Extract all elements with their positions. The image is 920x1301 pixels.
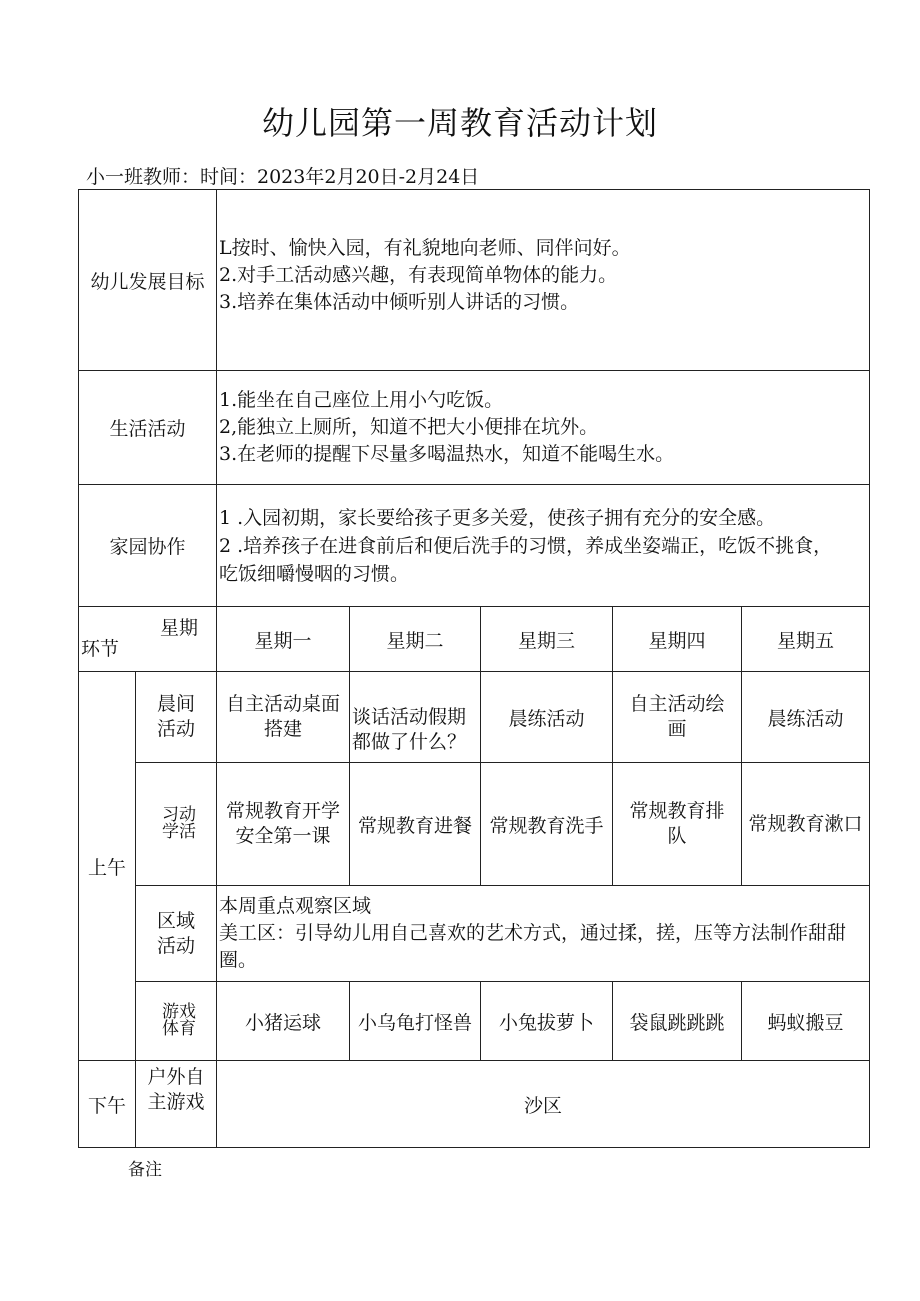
day-header-tuesday: 星期二 <box>350 607 481 672</box>
area-activities-row <box>79 886 870 982</box>
pe-games-row <box>79 982 870 1061</box>
header-corner-weekday: 星期 <box>160 617 199 639</box>
home-cooperation-item-1: 1 .入园初期，家长要给孩子更多关爱，使孩子拥有充分的安全感。 <box>219 506 776 529</box>
morning-activity-label: 晨间活动 <box>136 672 217 763</box>
pe-game-monday: 小猪运球 <box>217 982 350 1061</box>
remarks-label: 备注 <box>128 1160 162 1180</box>
life-activities-row <box>79 371 870 485</box>
schedule-header-row <box>79 607 870 672</box>
development-goals-label: 幼儿发展目标 <box>79 190 217 371</box>
header-corner-segment: 环节 <box>81 638 120 660</box>
home-cooperation-item-2: 2 .培养孩子在进食前后和便后洗手的习惯，养成坐姿端正，吃饭不挑食，吃饭细嚼慢咽的习惯。 <box>219 534 833 585</box>
pe-game-friday: 蚂蚁搬豆 <box>742 982 870 1061</box>
routine-education-row <box>79 763 870 886</box>
development-goals-content <box>217 190 870 371</box>
routine-friday: 常规教育漱口 <box>742 763 870 886</box>
life-activities-label: 生活活动 <box>79 371 217 485</box>
routine-education-label: 习动学活 <box>162 804 196 842</box>
development-goal-3: 3.培养在集体活动中倾听别人讲话的习惯。 <box>219 290 580 313</box>
day-header-monday: 星期一 <box>217 607 350 672</box>
area-activities-content <box>217 886 870 982</box>
pe-games-label-cell <box>136 982 217 1061</box>
life-activity-3: 3.在老师的提醒下尽量多喝温热水，知道不能喝生水。 <box>219 443 675 465</box>
day-header-wednesday: 星期三 <box>481 607 613 672</box>
area-focus-heading: 本周重点观察区域 <box>219 895 372 917</box>
morning-activity-tuesday: 谈话活动假期都做了什么？ <box>350 672 481 763</box>
area-activities-label: 区域活动 <box>136 886 217 982</box>
class-teacher-date-line: 小一班教师：时间：2023年2月20日-2月24日 <box>86 166 480 188</box>
routine-education-label-cell <box>136 763 217 886</box>
life-activities-content <box>217 371 870 485</box>
morning-activity-friday: 晨练活动 <box>742 672 870 763</box>
morning-label: 上午 <box>79 672 136 1061</box>
area-art-description: 美工区：引导幼儿用自己喜欢的艺术方式，通过揉，搓，压等方法制作甜甜圈。 <box>219 922 847 971</box>
day-header-thursday: 星期四 <box>613 607 742 672</box>
pe-game-thursday: 袋鼠跳跳跳 <box>613 982 742 1061</box>
development-goals-row <box>79 190 870 371</box>
home-cooperation-row <box>79 485 870 607</box>
weekly-plan-table <box>78 189 870 1148</box>
development-goal-2: 2.对手工活动感兴趣，有表现简单物体的能力。 <box>219 263 618 286</box>
page-title: 幼儿园第一周教育活动计划 <box>261 104 658 142</box>
afternoon-label: 下午 <box>79 1061 136 1148</box>
afternoon-row <box>79 1061 870 1148</box>
pe-games-label: 游戏体育 <box>162 1001 196 1039</box>
morning-activity-wednesday: 晨练活动 <box>481 672 613 763</box>
pe-game-tuesday: 小乌龟打怪兽 <box>350 982 481 1061</box>
routine-wednesday: 常规教育洗手 <box>481 763 613 886</box>
header-corner-cell <box>79 607 217 672</box>
development-goal-1: L按时、愉快入园，有礼貌地向老师、同伴问好。 <box>219 236 631 259</box>
morning-exercise-row <box>79 672 870 763</box>
outdoor-free-play-label: 户外自主游戏 <box>136 1061 217 1148</box>
pe-game-wednesday: 小兔拔萝卜 <box>481 982 613 1061</box>
outdoor-free-play-content: 沙区 <box>217 1061 870 1148</box>
day-header-friday: 星期五 <box>742 607 870 672</box>
morning-activity-monday: 自主活动桌面搭建 <box>217 672 350 763</box>
life-activity-1: 1.能坐在自己座位上用小勺吃饭。 <box>219 389 504 411</box>
routine-monday: 常规教育开学安全第一课 <box>217 763 350 886</box>
home-cooperation-content <box>217 485 870 607</box>
home-cooperation-label: 家园协作 <box>79 485 217 607</box>
life-activity-2: 2,能独立上厕所，知道不把大小便排在坑外。 <box>219 416 599 438</box>
morning-activity-thursday: 自主活动绘画 <box>613 672 742 763</box>
routine-tuesday: 常规教育进餐 <box>350 763 481 886</box>
routine-thursday: 常规教育排队 <box>613 763 742 886</box>
